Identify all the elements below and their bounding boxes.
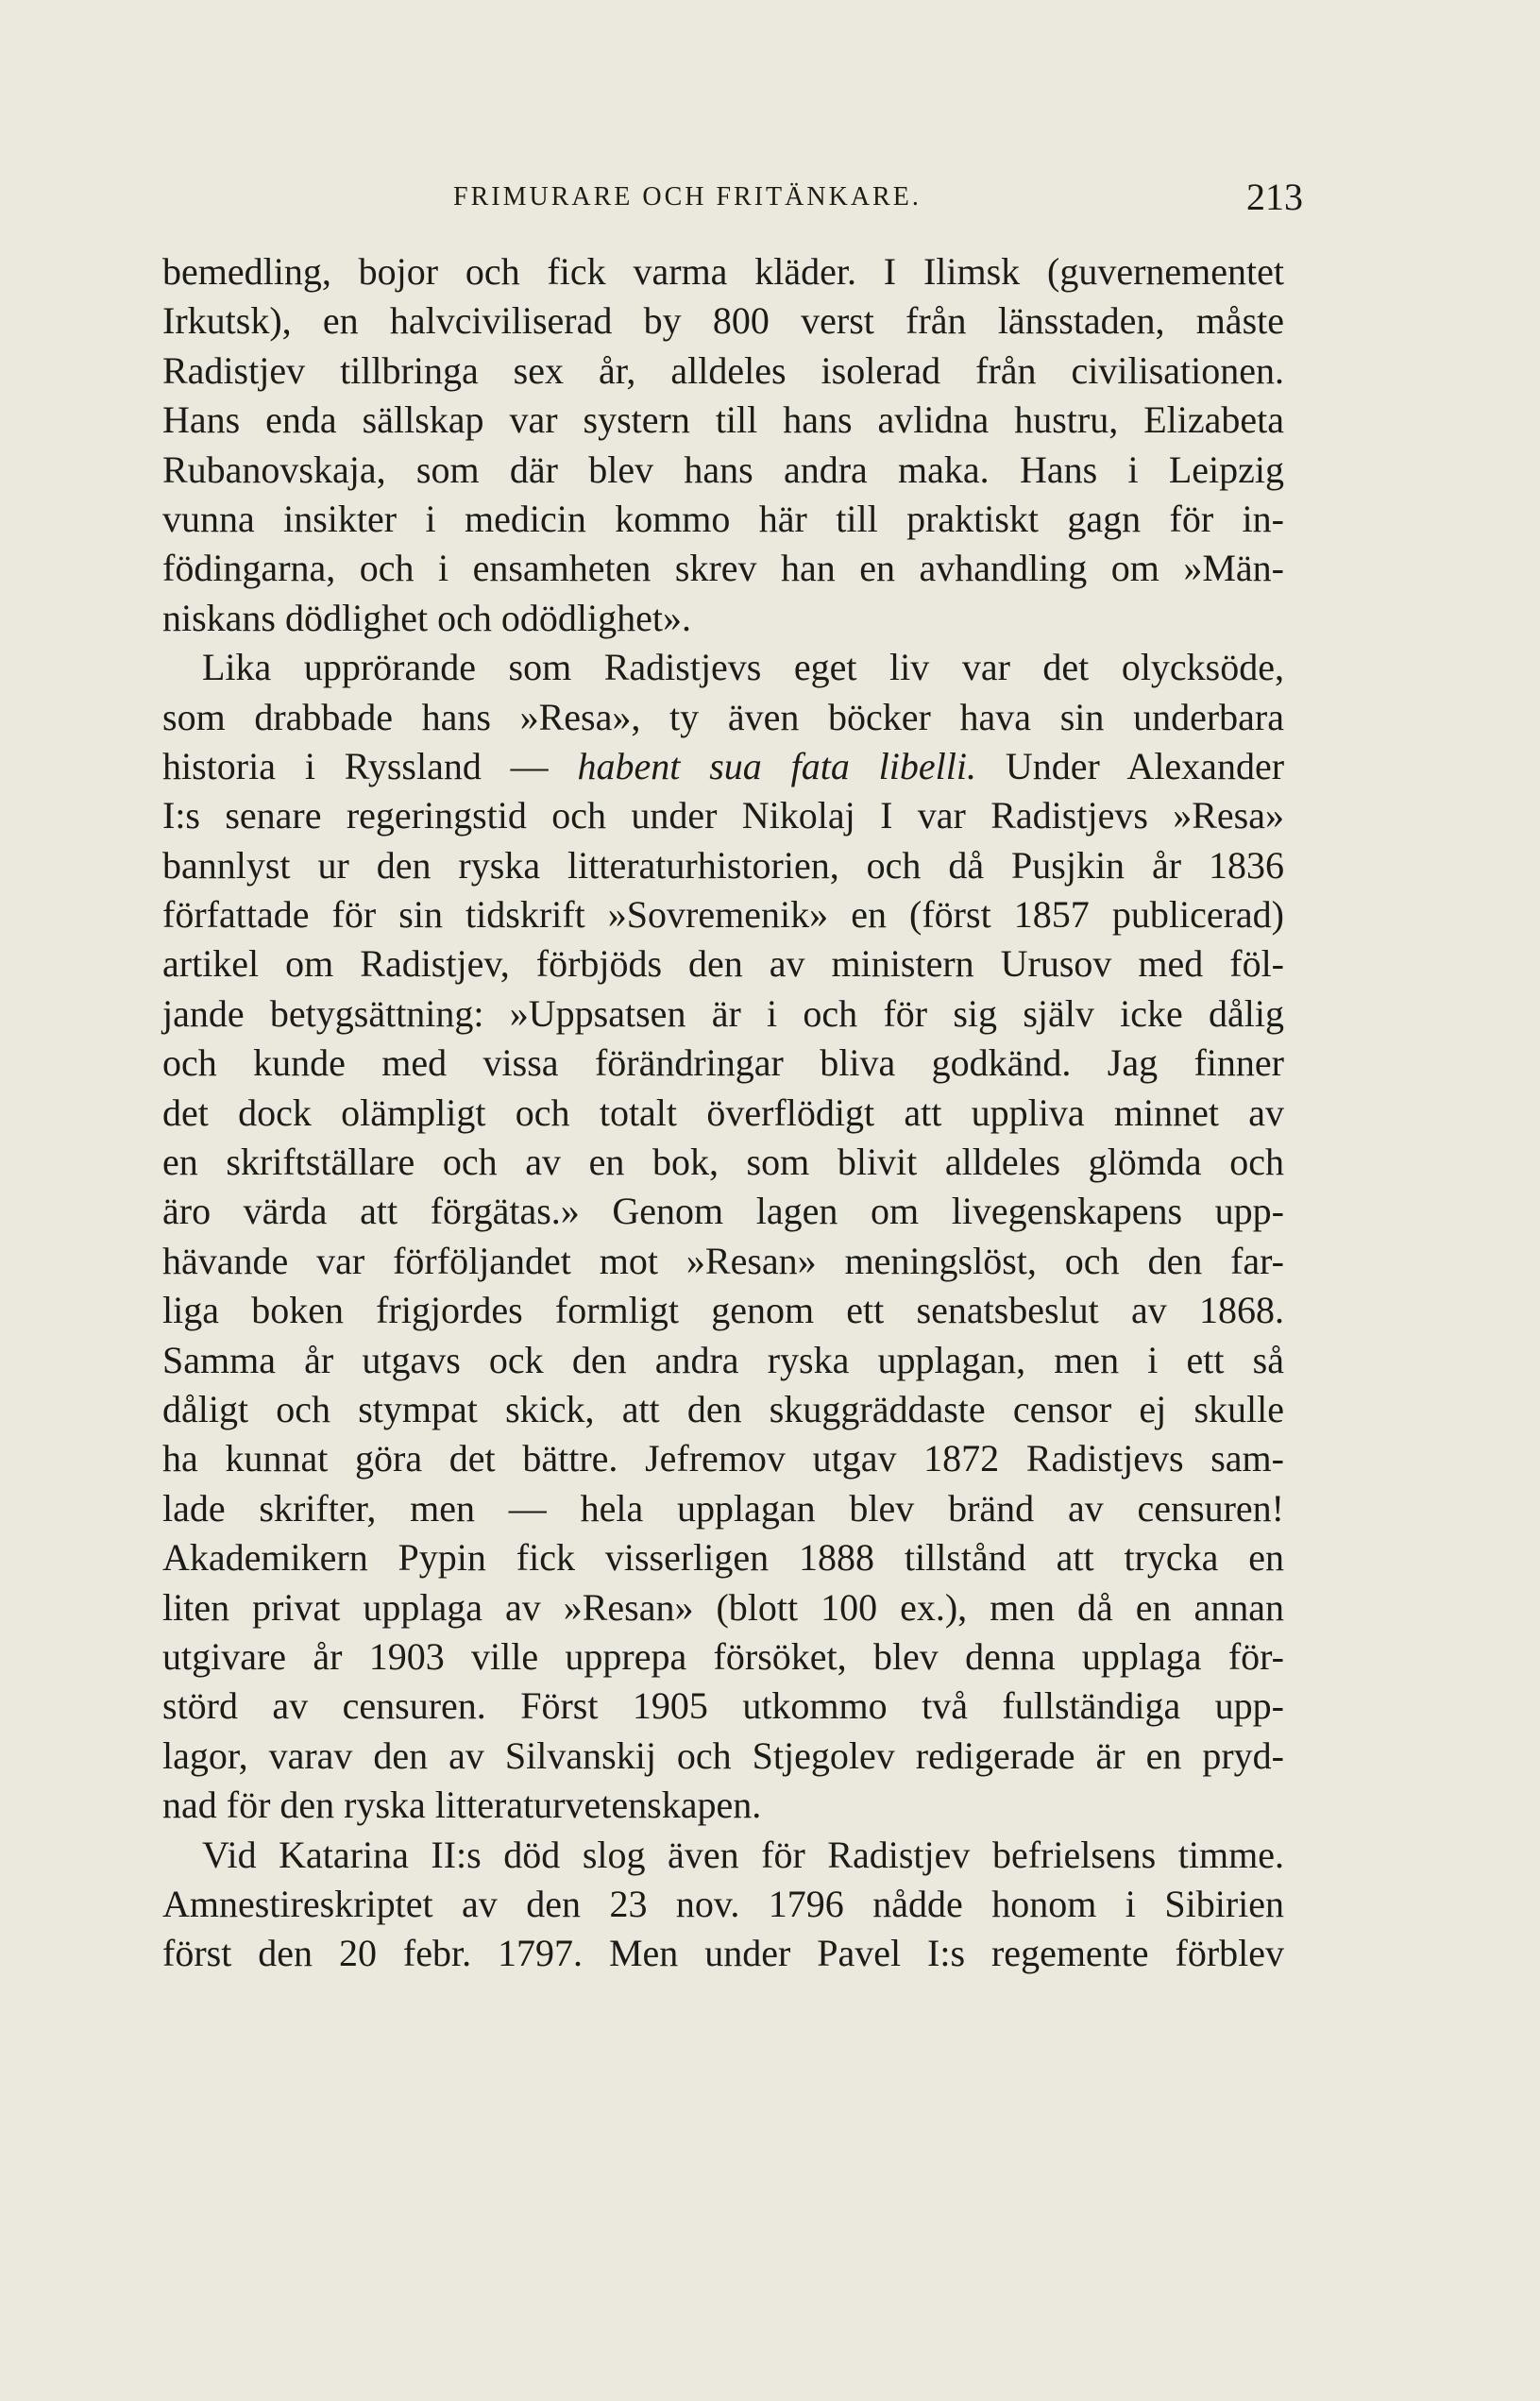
text-line: Lika upprörande som Radistjevs eget liv var det olycksöde,	[202, 646, 1284, 689]
text-line: dåligt och stympat skick, att den skuggräddaste censor ej skulle	[162, 1387, 1284, 1430]
text-line: det dock olämpligt och totalt överflödigt att uppliva minnet av	[162, 1091, 1284, 1134]
text-line: I:s senare regeringstid och under Nikolaj I var Radistjevs »Resa»	[162, 794, 1284, 837]
text-line: födingarna, och i ensamheten skrev han en avhandling om »Män-	[162, 547, 1284, 590]
page-number: 213	[1246, 176, 1303, 218]
text-line: Rubanovskaja, som där blev hans andra maka. Hans i Leipzig	[162, 448, 1284, 491]
text-line: bannlyst ur den ryska litteraturhistorien, och då Pusjkin år 1836	[162, 843, 1284, 887]
text-line: ha kunnat göra det bättre. Jefremov utgav 1872 Radistjevs sam-	[162, 1437, 1284, 1480]
text-line: Radistjev tillbringa sex år, alldeles isolerad från civilisationen.	[162, 348, 1284, 392]
text-line: hävande var förföljandet mot »Resan» meningslöst, och den far-	[162, 1239, 1284, 1282]
text-line: först den 20 febr. 1797. Men under Pavel I:s regemente förblev	[162, 1932, 1284, 1975]
text-fragment: Under Alexander	[1005, 744, 1285, 787]
text-fragment: historia i Ryssland —	[162, 744, 549, 787]
text-line: lade skrifter, men — hela upplagan blev bränd av censuren!	[162, 1486, 1284, 1530]
text-line: artikel om Radistjev, förbjöds den av ministern Urusov med föl-	[162, 942, 1284, 986]
text-line: och kunde med vissa förändringar bliva godkänd. Jag finner	[162, 1041, 1284, 1085]
text-line: som drabbade hans »Resa», ty även böcker hava sin underbara	[162, 695, 1284, 738]
page-header	[161, 175, 1303, 231]
text-line: Irkutsk), en halvciviliserad by 800 verst från länsstaden, måste	[162, 299, 1284, 343]
text-line: Vid Katarina II:s död slog även för Radistjev befrielsens timme.	[202, 1833, 1284, 1876]
text-line: liga boken frigjordes formligt genom ett senatsbeslut av 1868.	[162, 1289, 1284, 1332]
text-line: vunna insikter i medicin kommo här till praktiskt gagn för in-	[162, 497, 1284, 540]
text-line: utgivare år 1903 ville upprepa försöket, blev denna upplaga för-	[162, 1634, 1284, 1678]
text-line: niskans dödlighet och odödlighet».	[162, 596, 691, 639]
latin-quote: habent sua fata libelli.	[577, 744, 976, 787]
text-line: lagor, varav den av Silvanskij och Stjegolev redigerade är en pryd-	[162, 1733, 1284, 1777]
text-line-with-italic	[162, 742, 1284, 791]
text-line: Samma år utgavs ock den andra ryska upplagan, men i ett så	[162, 1338, 1284, 1381]
text-line: Hans enda sällskap var systern till hans avlidna hustru, Elizabeta	[162, 398, 1284, 442]
text-line: Amnestireskriptet av den 23 nov. 1796 nådde honom i Sibirien	[162, 1882, 1284, 1925]
text-line: författade för sin tidskrift »Sovremenik» en (först 1857 publicerad)	[162, 893, 1284, 937]
text-line: Akademikern Pypin fick visserligen 1888 tillstånd att trycka en	[162, 1536, 1284, 1580]
text-line: nad för den ryska litteraturvetenskapen.	[162, 1784, 762, 1827]
text-line: jande betygsättning: »Uppsatsen är i och för sig själv icke dålig	[162, 991, 1284, 1035]
text-line: en skriftställare och av en bok, som blivit alldeles glömda och	[162, 1141, 1284, 1184]
text-line: bemedling, bojor och fick varma kläder. I Ilimsk (guvernementet	[162, 250, 1284, 293]
text-line: liten privat upplaga av »Resan» (blott 100 ex.), men då en annan	[162, 1585, 1284, 1629]
text-line: äro värda att förgätas.» Genom lagen om livegenskapens upp-	[162, 1190, 1284, 1233]
body-text	[162, 247, 1284, 1979]
text-line: störd av censuren. Först 1905 utkommo två fullständiga upp-	[162, 1684, 1284, 1728]
running-head: FRIMURARE OCH FRITÄNKARE.	[453, 182, 922, 211]
